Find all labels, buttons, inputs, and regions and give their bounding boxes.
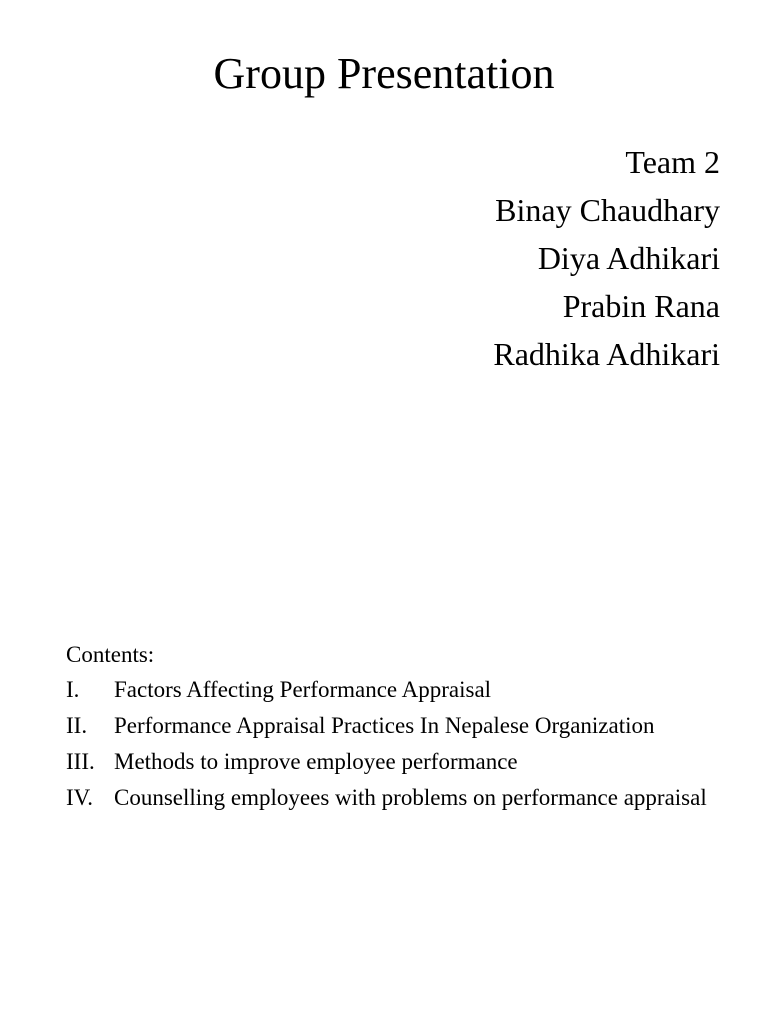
contents-list [66,674,736,813]
item-text: Counselling employees with problems on performance appraisal [114,785,707,810]
team-member: Diya Adhikari [537,240,720,276]
contents-heading: Contents: [66,642,155,667]
item-number: III. [66,749,95,774]
team-name: Team 2 [625,144,720,180]
item-number: II. [66,713,88,738]
item-text: Performance Appraisal Practices In Nepalese Organization [114,713,655,738]
team-member: Binay Chaudhary [495,192,720,228]
contents-item [66,674,736,705]
team-member: Prabin Rana [562,288,720,324]
item-text: Factors Affecting Performance Appraisal [114,677,492,702]
page-title: Group Presentation [213,49,555,98]
contents-item [66,782,736,813]
item-number: I. [66,677,80,702]
item-text: Methods to improve employee performance [114,749,518,774]
team-block [493,138,720,378]
contents-item [66,710,736,741]
team-member: Radhika Adhikari [493,336,720,372]
item-number: IV. [66,785,94,810]
contents-section [66,638,736,818]
contents-item [66,746,736,777]
